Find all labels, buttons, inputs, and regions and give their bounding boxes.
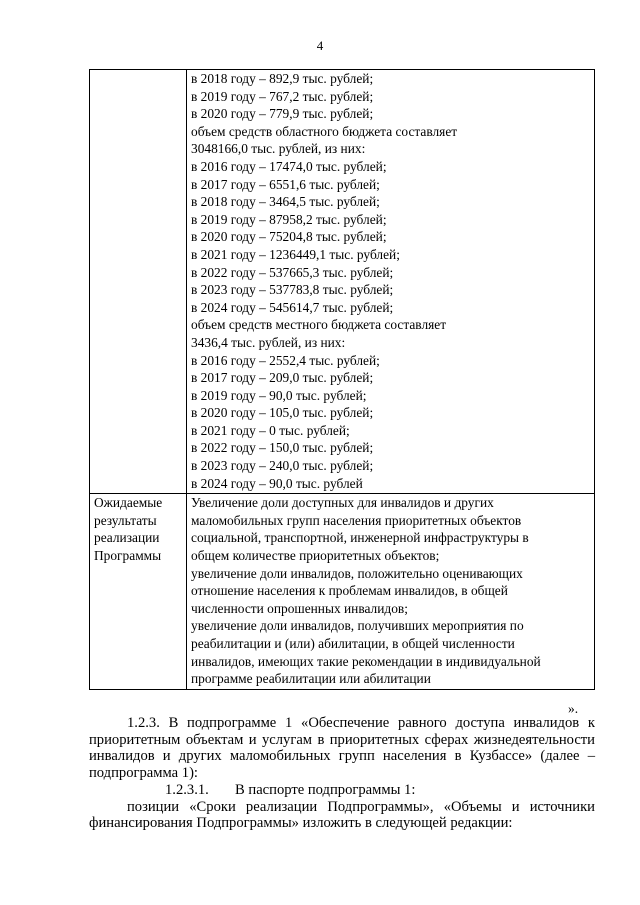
financing-line: в 2017 году – 209,0 тыс. рублей;	[191, 370, 374, 386]
expected-result-line: социальной, транспортной, инженерной инфраструктуры в	[191, 530, 529, 546]
financing-cell	[187, 70, 595, 494]
row-label-line: Ожидаемые	[94, 495, 163, 511]
row-label-line: результаты	[94, 512, 157, 528]
table-row	[90, 70, 595, 494]
program-passport-table	[89, 69, 595, 690]
financing-line: в 2019 году – 90,0 тыс. рублей;	[191, 387, 367, 403]
financing-line: в 2022 году – 150,0 тыс. рублей;	[191, 440, 374, 456]
financing-line: в 2021 году – 0 тыс. рублей;	[191, 422, 350, 438]
expected-result-line: маломобильных групп населения приоритетных объектов	[191, 512, 522, 528]
expected-result-line: инвалидов, имеющих такие рекомендации в индивидуальной	[191, 653, 541, 669]
row-label-line: реализации	[94, 530, 160, 546]
financing-line: в 2024 году – 90,0 тыс. рублей	[191, 475, 363, 491]
financing-line: в 2021 году – 1236449,1 тыс. рублей;	[191, 246, 400, 262]
financing-line: в 2020 году – 779,9 тыс. рублей;	[191, 106, 374, 122]
financing-line: в 2020 году – 75204,8 тыс. рублей;	[191, 229, 387, 245]
clause-text: В паспорте подпрограммы 1:	[235, 781, 416, 798]
financing-line: в 2018 году – 3464,5 тыс. рублей;	[191, 194, 380, 210]
row-label-line: Программы	[94, 548, 162, 564]
expected-result-line: общем количестве приоритетных объектов;	[191, 548, 440, 564]
paragraph-positions: позиции «Сроки реализации Подпрограммы», «Объемы и источники финансирования Подпрограммы» изложить в следующей редакции:	[89, 798, 595, 832]
row-label-cell	[90, 70, 187, 494]
financing-line: в 2017 году – 6551,6 тыс. рублей;	[191, 176, 380, 192]
clause-number: 1.2.3.1.	[165, 781, 209, 798]
financing-line: в 2019 году – 87958,2 тыс. рублей;	[191, 211, 387, 227]
financing-line: в 2024 году – 545614,7 тыс. рублей;	[191, 299, 394, 315]
expected-result-line: Увеличение доли доступных для инвалидов и других	[191, 495, 494, 511]
financing-line: в 2016 году – 2552,4 тыс. рублей;	[191, 352, 380, 368]
row-label-cell	[90, 494, 187, 690]
expected-result-line: численности опрошенных инвалидов;	[191, 600, 408, 616]
amendment-text	[89, 715, 595, 832]
financing-line: в 2016 году – 17474,0 тыс. рублей;	[191, 158, 387, 174]
page-number: 4	[316, 38, 324, 53]
financing-line: в 2022 году – 537665,3 тыс. рублей;	[191, 264, 394, 280]
financing-line: в 2023 году – 240,0 тыс. рублей;	[191, 458, 374, 474]
expected-results-cell	[187, 494, 595, 690]
expected-result-line: отношение населения к проблемам инвалидов, в общей	[191, 583, 508, 599]
expected-result-line: реабилитации и (или) абилитации, в общей численности	[191, 636, 515, 651]
paragraph-1-2-3-1	[89, 782, 595, 799]
closing-quote: ».	[568, 701, 579, 716]
financing-line: 3048166,0 тыс. рублей, из них:	[191, 141, 366, 157]
financing-line: в 2023 году – 537783,8 тыс. рублей;	[191, 282, 394, 298]
expected-result-line: программе реабилитации или абилитации	[191, 671, 431, 687]
financing-line: объем средств областного бюджета составляет	[191, 123, 458, 139]
financing-line: объем средств местного бюджета составляет	[191, 317, 447, 333]
financing-line: в 2019 году – 767,2 тыс. рублей;	[191, 88, 374, 104]
financing-line: 3436,4 тыс. рублей, из них:	[191, 334, 346, 350]
financing-line: в 2018 году – 892,9 тыс. рублей;	[191, 71, 374, 86]
financing-line: в 2020 году – 105,0 тыс. рублей;	[191, 405, 374, 421]
expected-result-line: увеличение доли инвалидов, положительно оценивающих	[191, 565, 523, 581]
expected-result-line: увеличение доли инвалидов, получивших мероприятия по	[191, 618, 524, 634]
table-row	[90, 494, 595, 690]
paragraph-1-2-3: 1.2.3. В подпрограмме 1 «Обеспечение равного доступа инвалидов к приоритетным объектам и услугам в приоритетных сферах жизнедеятельности инвалидов и других маломобильных групп населения в Кузбассе» (далее – подпрограмма 1):	[89, 715, 595, 782]
